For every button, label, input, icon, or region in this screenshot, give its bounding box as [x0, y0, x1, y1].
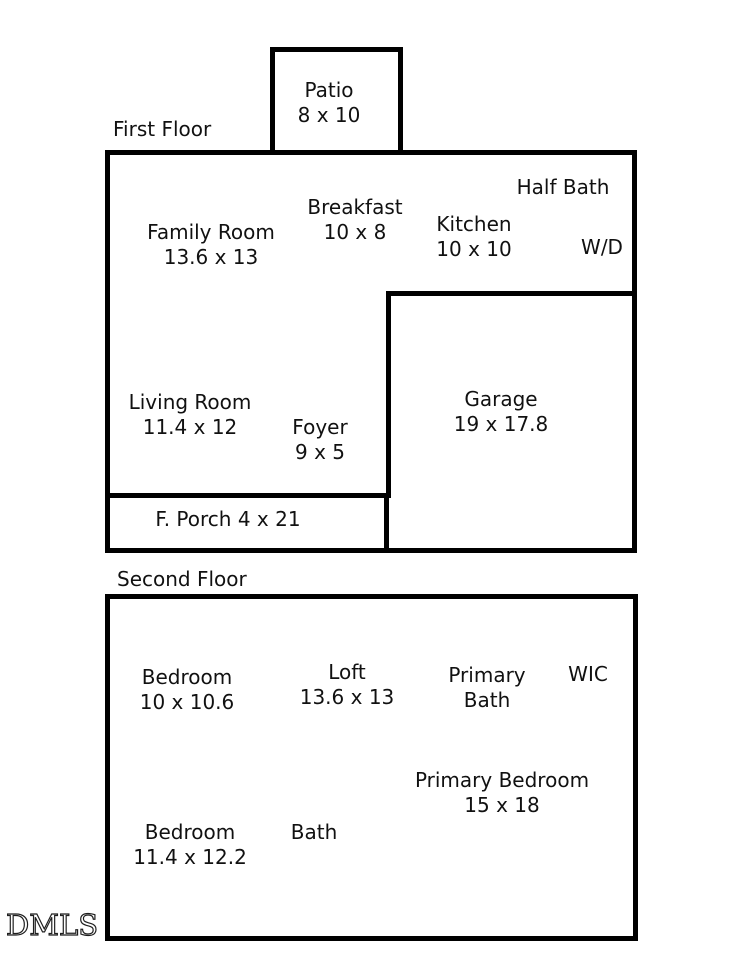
room-label-patio [298, 78, 361, 128]
room-name: Bath [290, 820, 338, 844]
room-name: Patio [304, 78, 354, 102]
room-name: Primary Bath [448, 663, 526, 712]
room-name: Family Room [147, 220, 275, 244]
room-dims: 8 x 10 [297, 103, 361, 127]
room-name: Loft [328, 660, 366, 684]
room-dims: 13.6 x 13 [299, 685, 395, 709]
room-name: Living Room [128, 390, 252, 414]
room-dims: 11.4 x 12.2 [133, 845, 247, 869]
floor-label-second: Second Floor [117, 567, 247, 591]
room-label-foyer [292, 415, 347, 465]
room-label-living-room [129, 390, 252, 440]
room-dims: 13.6 x 13 [163, 245, 259, 269]
room-label-loft [300, 660, 395, 710]
room-label-garage [454, 387, 549, 437]
room-name: W/D [581, 235, 623, 259]
floor-label-first: First Floor [113, 117, 212, 141]
room-label-front-porch [155, 507, 300, 532]
room-label-family-room [147, 220, 275, 270]
room-dims: 15 x 18 [464, 793, 540, 817]
room-label-primary-bath [439, 663, 535, 713]
room-name: Primary Bedroom [414, 768, 590, 792]
room-label-breakfast [307, 195, 402, 245]
room-label-bedroom-2 [133, 820, 247, 870]
room-label-wic [568, 662, 608, 687]
room-name: Foyer [292, 415, 348, 439]
room-name: Kitchen [436, 212, 512, 236]
room-dims: 10 x 8 [323, 220, 387, 244]
room-name: Breakfast [307, 195, 403, 219]
room-label-half-bath [517, 175, 610, 200]
room-dims: 19 x 17.8 [453, 412, 549, 436]
room-name: Garage [464, 387, 538, 411]
dmls-watermark: DMLS [6, 908, 99, 942]
room-label-bath [291, 820, 338, 845]
room-name: Bedroom [144, 820, 236, 844]
room-dims: 10 x 10 [436, 237, 512, 261]
room-name: Bedroom [141, 665, 233, 689]
room-name: F. Porch 4 x 21 [155, 507, 301, 531]
room-dims: 11.4 x 12 [142, 415, 238, 439]
room-label-bedroom-1 [140, 665, 235, 715]
room-name: Half Bath [516, 175, 610, 199]
room-dims: 9 x 5 [294, 440, 345, 464]
room-label-primary-bedroom [415, 768, 589, 818]
room-label-washer-dryer [581, 235, 623, 260]
room-label-kitchen [436, 212, 511, 262]
room-dims: 10 x 10.6 [139, 690, 235, 714]
room-name: WIC [568, 662, 608, 686]
